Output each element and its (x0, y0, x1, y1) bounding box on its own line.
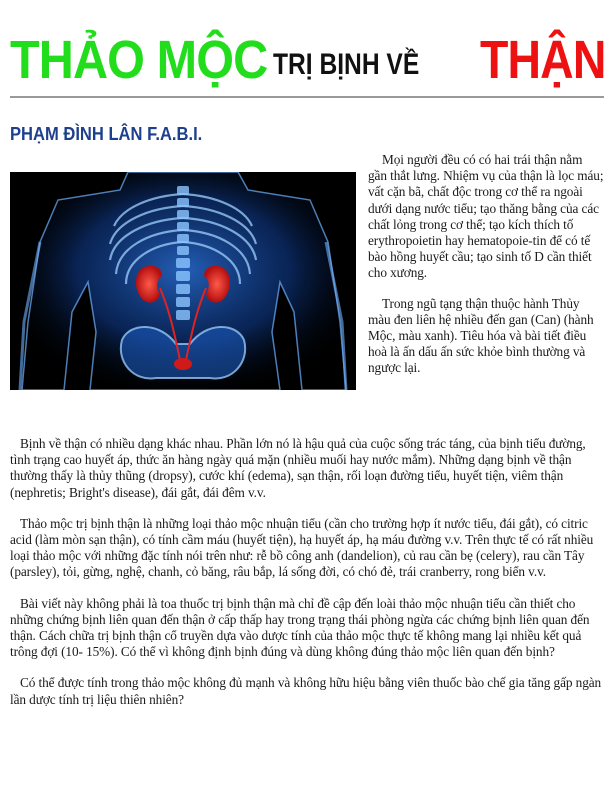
article-title (10, 26, 606, 94)
intro-paragraph-1: Mọi người đều có có hai trái thận nằm gần thắt lưng. Nhiệm vụ của thận là lọc máu; vất cặn bã, chất độc trong cơ thể ra ngoài dưới dạng nước tiểu; tạo thăng bằng của các chất lỏng trong cơ thể; tạo kích thích tố erythropoietin hay hematopoie-tin để có tế bào hồng huyết cầu; tạo sinh tố D cần thiết cho xương. (368, 152, 604, 281)
body-paragraph-3: Bài viết này không phải là toa thuốc trị bịnh thận mà chỉ đề cập đến loài thảo mộc nhuận tiểu cần thiết cho những chứng bịnh liên quan đến thận ở cấp thấp hay trong trạng thái phòng ngừa các chứng bịnh liên quan đến thận. Cách chữa trị bịnh thận cổ truyền dựa vào dược tính của thảo mộc thực tế không mang lại nhiều kết quả trông đợi (10- 15%). Có thể vì không định bịnh đúng và dùng không đúng thảo mộc liên quan đến bịnh? (10, 595, 590, 660)
body-paragraph-2: Thảo mộc trị bịnh thận là những loại thảo mộc nhuận tiểu (cần cho trường hợp ít nước tiểu, đái gắt), có citric acid (làm mòn sạn thận), có tính cầm máu (huyết tiện), hạ huyết áp, hạ máu đường v.v. Trên thực tế có rất nhiều loại thảo mộc với những đặc tính nói trên như: rễ bồ công anh (dandelion), củ rau cần bẹ (celery), rau cần Tây (parsley), tỏi, gừng, nghệ, chanh, cỏ băng, râu bắp, lá sống đời, có chó đẻ, trái cranberry, rong biển v.v. (10, 515, 594, 580)
title-divider (10, 96, 604, 98)
intro-paragraph-2: Trong ngũ tạng thận thuộc hành Thủy màu đen liên hệ nhiều đến gan (Can) (hành Mộc, màu xanh). Tiêu hóa và bài tiết điều hoà là ấn dấu ấn sức khỏe bình thường và ngược lại. (368, 295, 594, 376)
kidney-xray-illustration (10, 172, 356, 390)
kidney-xray-image (10, 172, 356, 390)
title-part-thao-moc: THẢO MỘC (10, 30, 268, 90)
title-part-than: THẬN (480, 30, 606, 90)
body-paragraph-4: Có thể được tính trong thảo mộc không đủ mạnh và không hữu hiệu bằng viên thuốc bào chế gia tăng gấp ngàn lần dược tính trị liệu thiên nhiên? (10, 675, 602, 707)
body-paragraph-1: Bịnh về thận có nhiều dạng khác nhau. Phần lớn nó là hậu quả của cuộc sống trác táng, của bịnh tiểu đường, tình trạng cao huyết áp, thức ăn hàng ngày quá mặn (nhiều muối hay nước mắm). Những dạng bịnh về thận thường thấy là thủy thũng (dropsy), cước khí (edema), sạn thận, rối loạn đường tiểu, huyết tiện, viêm thận (nephretis; Bright's disease), đái gắt, đái đêm v.v. (10, 436, 586, 500)
article-body (10, 436, 604, 723)
intro-column (368, 152, 604, 391)
title-part-tri-binh-ve: TRỊ BỊNH VỀ (273, 48, 420, 81)
author-byline: PHẠM ĐÌNH LÂN F.A.B.I. (10, 124, 203, 144)
